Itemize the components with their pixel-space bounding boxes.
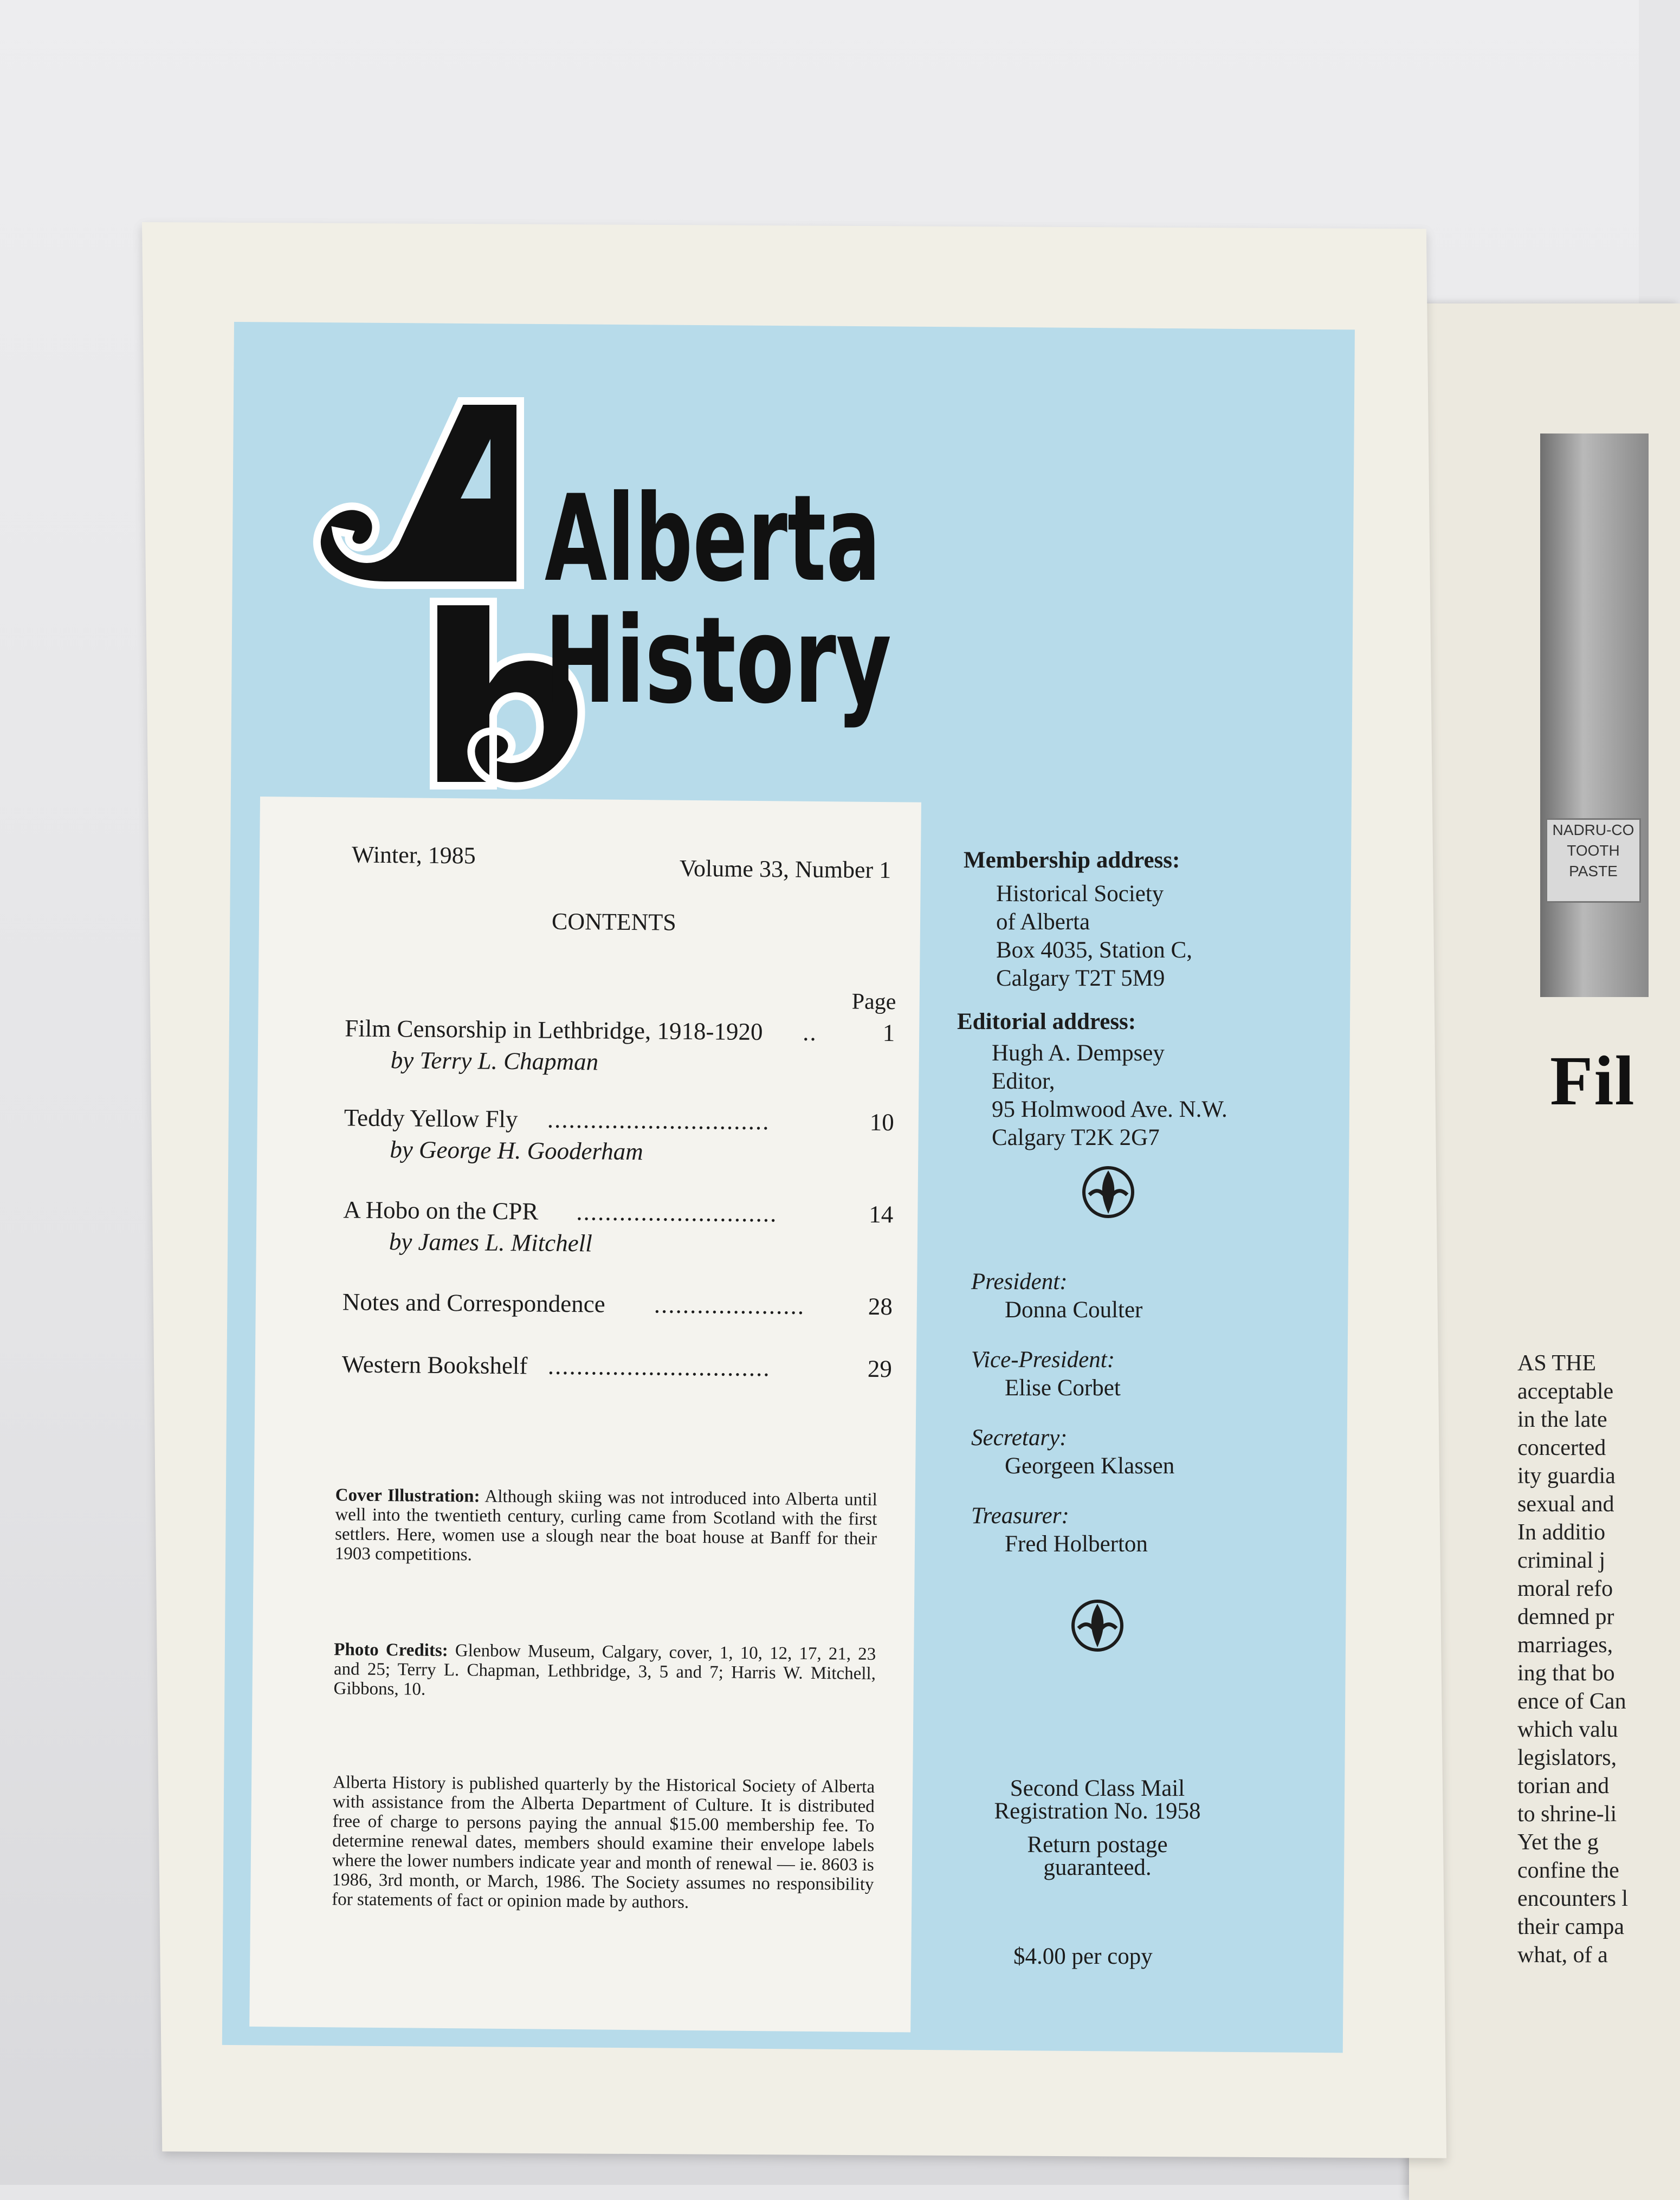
toc-page: 14 xyxy=(869,1200,894,1228)
toc-item[interactable] xyxy=(343,1195,894,1257)
toc-author: by George H. Gooderham xyxy=(390,1136,643,1166)
photo-credits-label: Photo Credits: xyxy=(334,1640,448,1661)
editorial-address xyxy=(992,1039,1227,1152)
right-page-text-line: demned pr xyxy=(1517,1604,1614,1629)
toc-title: A Hobo on the CPR xyxy=(343,1196,539,1225)
toc-page: 1 xyxy=(882,1019,895,1047)
sign-line: TOOTH xyxy=(1567,842,1620,859)
page-column-label: Page xyxy=(851,989,896,1015)
photo-credits-text: Glenbow Museum, Calgary, cover, 1, 10, 12, 17, 21, 23 and 25; Terry L. Chapman, Lethbridge, 3, 5 and 7; Harris W. Mitchell, Gibbons, 10. xyxy=(333,1641,876,1699)
toc-page: 29 xyxy=(867,1355,893,1383)
right-page-text-line: marriages, xyxy=(1517,1633,1613,1658)
right-page-text-line: legislators, xyxy=(1517,1745,1617,1770)
toc-leader: ............................... xyxy=(547,1105,770,1135)
officers-list xyxy=(971,1268,1174,1558)
price: $4.00 per copy xyxy=(1013,1944,1153,1969)
right-page-text-line: encounters l xyxy=(1517,1886,1629,1911)
right-page-text-line: acceptable xyxy=(1517,1379,1614,1404)
fleuron-ornament-icon xyxy=(1068,1596,1127,1655)
issue-volume: Volume 33, Number 1 xyxy=(679,855,891,884)
cover-illustration-label: Cover Illustration: xyxy=(335,1485,480,1506)
right-page-text-line: confine the xyxy=(1517,1858,1619,1883)
right-page-text-line: AS THE xyxy=(1517,1351,1597,1376)
officer-name: Fred Holberton xyxy=(1005,1531,1148,1557)
photo-credits-note xyxy=(333,1640,876,1703)
toc-author: by Terry L. Chapman xyxy=(390,1046,599,1076)
address-line: Historical Society xyxy=(996,881,1164,907)
membership-address xyxy=(996,880,1192,993)
membership-label: Membership address: xyxy=(964,847,1180,873)
right-page-heading: Fil xyxy=(1550,1042,1636,1120)
toc-title: Film Censorship in Lethbridge, 1918-1920 xyxy=(345,1014,763,1046)
officer-name: Elise Corbet xyxy=(1005,1375,1121,1401)
mail-line: Second Class Mail xyxy=(1010,1776,1185,1801)
address-line: Calgary T2K 2G7 xyxy=(992,1125,1160,1150)
toc-leader: .. xyxy=(803,1018,817,1046)
toc-leader: ............................... xyxy=(547,1352,771,1382)
right-page-text-line: moral refo xyxy=(1517,1576,1613,1601)
sign-line: NADRU-CO xyxy=(1552,821,1634,838)
right-page-text-line: ence of Can xyxy=(1517,1689,1626,1714)
toc-author: by James L. Mitchell xyxy=(389,1228,592,1257)
mail-notice xyxy=(975,1777,1219,1879)
contents-heading: CONTENTS xyxy=(551,908,676,936)
logo-letter-a xyxy=(317,401,520,585)
right-page-text-line: concerted xyxy=(1517,1435,1606,1460)
officer-name: Georgeen Klassen xyxy=(1005,1453,1175,1479)
address-line: Editor, xyxy=(992,1069,1055,1094)
toc-item[interactable] xyxy=(341,1350,893,1383)
address-line: Box 4035, Station C, xyxy=(996,937,1192,963)
right-page-text-line: to shrine-li xyxy=(1517,1802,1617,1827)
toc-item[interactable] xyxy=(344,1103,895,1166)
editorial-label: Editorial address: xyxy=(957,1009,1136,1034)
toc-title: Western Bookshelf xyxy=(341,1350,528,1380)
address-line: 95 Holmwood Ave. N.W. xyxy=(992,1097,1227,1122)
logo-word-history: History xyxy=(545,591,891,730)
address-line: Hugh A. Dempsey xyxy=(992,1040,1165,1066)
sign-line: PASTE xyxy=(1569,863,1618,879)
right-page-text-line: their campa xyxy=(1517,1914,1625,1939)
cover-illustration-text: Although skiing was not introduced into Alberta until well into the twentieth century, curling came from Scotland with the first settlers. Here, women use a slough near the boat house at Banff for their 1903 competitions. xyxy=(334,1486,877,1565)
issue-season: Winter, 1985 xyxy=(351,841,476,869)
toc-page: 28 xyxy=(868,1292,893,1321)
fleuron-ornament-icon xyxy=(1078,1162,1138,1222)
mail-line: Return postage xyxy=(1027,1832,1168,1858)
mail-line: Registration No. 1958 xyxy=(994,1798,1201,1824)
right-page-text-line: ity guardia xyxy=(1517,1464,1616,1489)
toc-title: Notes and Correspondence xyxy=(342,1288,605,1318)
publication-note: Alberta History is published quarterly by the Historical Society of Alberta with assistance from the Alberta Department of Culture. It is distributed free of charge to persons paying the annual $15.00 membership fee. To determine renewal dates, members should examine their envelope labels where the lower numbers indicate year and month of renewal — ie. 8603 is 1986, 3rd month, or March, 1986. The Society assumes no responsibility for statements of fact or opinion made by authors. xyxy=(332,1772,875,1912)
right-page-text-line: ing that bo xyxy=(1517,1661,1615,1686)
officer-name: Donna Coulter xyxy=(1005,1297,1143,1323)
alberta-history-logo xyxy=(303,368,921,802)
right-page-text-line: criminal j xyxy=(1517,1548,1606,1573)
right-page-text-line: in the late xyxy=(1517,1407,1607,1432)
right-page-text-line: torian and xyxy=(1517,1774,1610,1798)
right-page-text-line: which valu xyxy=(1517,1717,1618,1742)
toc-title: Teddy Yellow Fly xyxy=(344,1104,518,1133)
officer-role: Vice-President: xyxy=(971,1347,1115,1373)
toc-item[interactable] xyxy=(342,1287,893,1321)
toc-leader: ............................ xyxy=(576,1198,778,1227)
right-page-text xyxy=(1517,1349,1680,1969)
right-page-text-line: sexual and xyxy=(1517,1492,1614,1517)
photo-sign xyxy=(1546,818,1641,903)
address-line: Calgary T2T 5M9 xyxy=(996,966,1165,991)
mail-line: guaranteed. xyxy=(1043,1855,1152,1880)
contents-box xyxy=(249,797,921,2033)
logo-word-alberta: Alberta xyxy=(545,469,881,608)
right-page-photo xyxy=(1540,433,1649,997)
right-page-text-line: In additio xyxy=(1517,1520,1606,1545)
address-line: of Alberta xyxy=(996,909,1090,935)
toc-leader: ..................... xyxy=(654,1291,805,1319)
toc-item[interactable] xyxy=(345,1014,895,1076)
officer-role: Treasurer: xyxy=(971,1503,1069,1529)
right-page-text-line: what, of a xyxy=(1517,1943,1608,1968)
cover-illustration-note xyxy=(335,1485,877,1568)
officer-role: Secretary: xyxy=(971,1425,1068,1451)
right-page-text-line: Yet the g xyxy=(1517,1830,1599,1855)
officer-role: President: xyxy=(971,1269,1068,1295)
toc-page: 10 xyxy=(869,1108,895,1136)
